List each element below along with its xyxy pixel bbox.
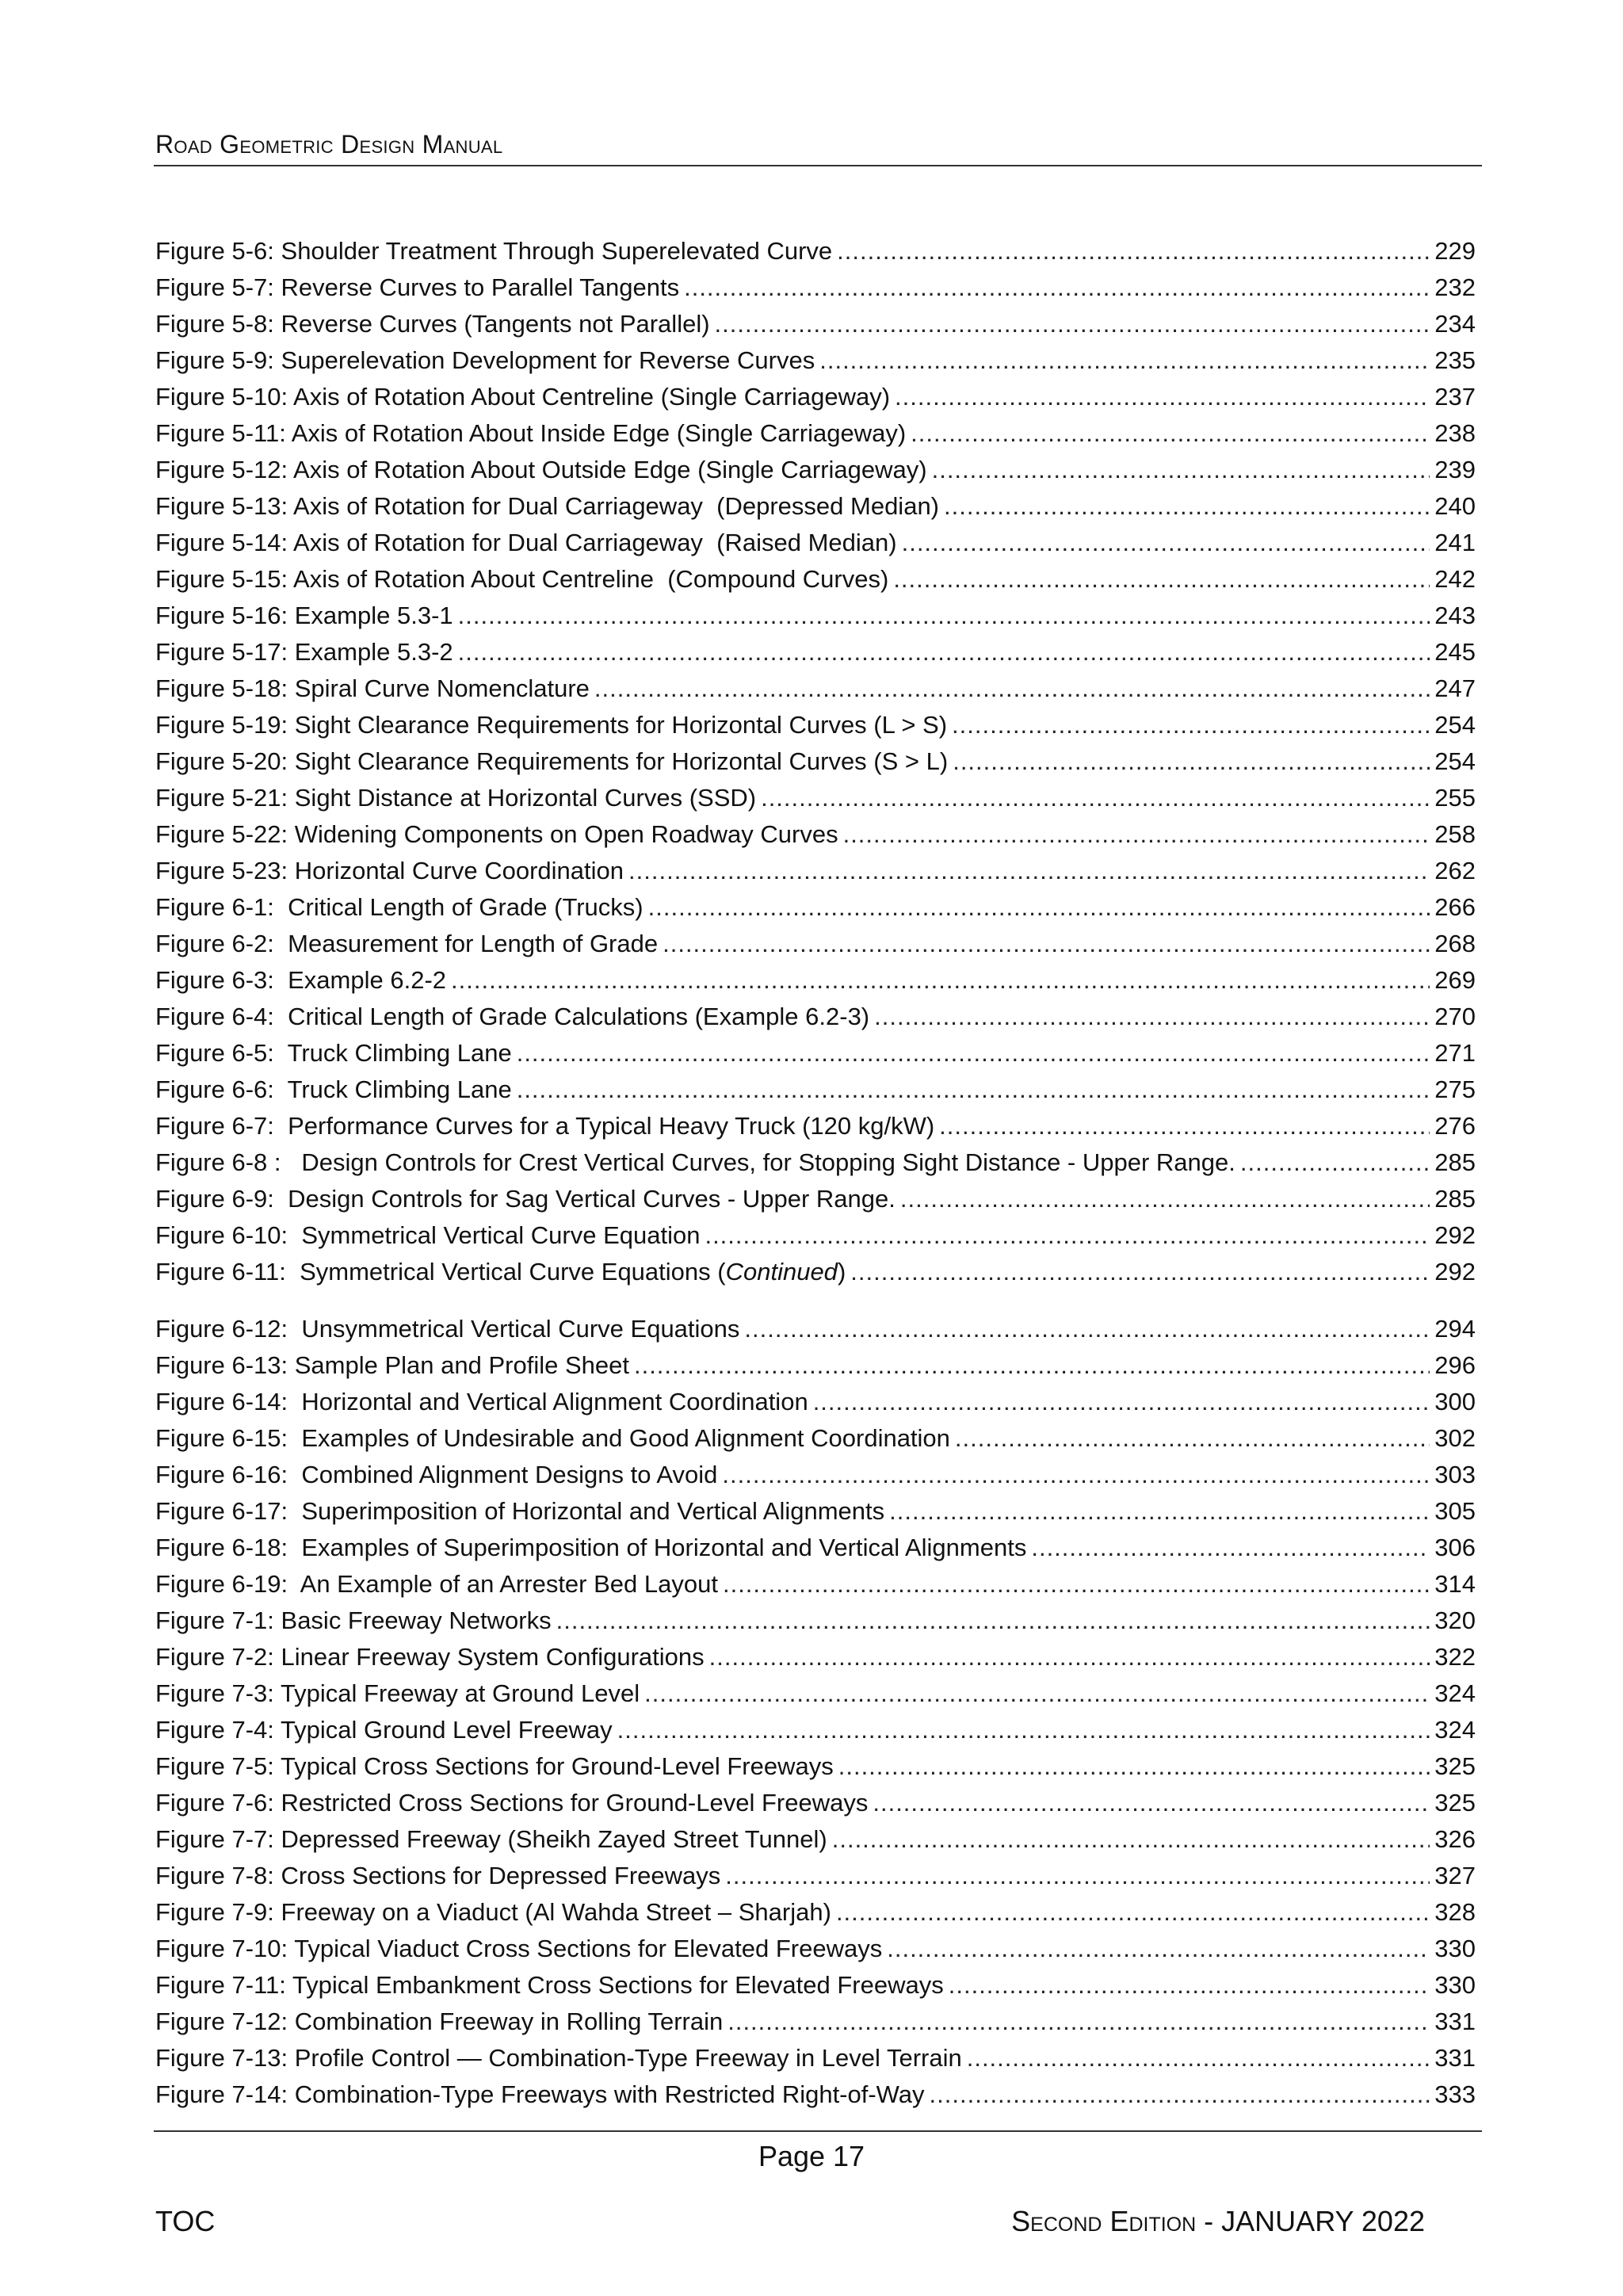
toc-entry-page: 325 — [1434, 1789, 1476, 1817]
manual-title: Road Geometric Design Manual — [155, 130, 503, 159]
toc-entry-label: Figure 7-4: Typical Ground Level Freeway — [155, 1716, 613, 1744]
toc-entry-page: 296 — [1434, 1351, 1476, 1379]
toc-entry-label: Figure 6-5: Truck Climbing Lane — [155, 1039, 512, 1067]
toc-entry[interactable] — [155, 853, 1476, 889]
toc-entry[interactable] — [155, 889, 1476, 926]
toc-entry-label-text: Figure 6-11: Symmetrical Vertical Curve Equations ( — [155, 1258, 726, 1286]
toc-entry[interactable] — [155, 1072, 1476, 1108]
toc-entry-page: 271 — [1434, 1039, 1476, 1067]
toc-entry-label: Figure 7-3: Typical Freeway at Ground Level — [155, 1679, 640, 1707]
toc-dot-leader — [723, 1566, 1430, 1603]
toc-entry[interactable] — [155, 816, 1476, 853]
toc-dot-leader — [617, 1712, 1430, 1748]
toc-dot-leader — [684, 269, 1430, 306]
toc-dot-leader — [458, 634, 1430, 670]
toc-entry[interactable] — [155, 415, 1476, 452]
toc-entry-label: Figure 6-7: Performance Curves for a Typical Heavy Truck (120 kg/kW) — [155, 1112, 935, 1140]
toc-dot-leader — [761, 780, 1430, 816]
toc-entry-page: 325 — [1434, 1752, 1476, 1780]
toc-entry-page: 254 — [1434, 747, 1476, 775]
toc-entry[interactable] — [155, 269, 1476, 306]
toc-dot-leader — [715, 306, 1430, 342]
toc-entry[interactable] — [155, 488, 1476, 525]
toc-dot-leader — [451, 962, 1430, 999]
toc-entry[interactable] — [155, 780, 1476, 816]
toc-dot-leader — [517, 1072, 1430, 1108]
toc-entry[interactable] — [155, 452, 1476, 488]
toc-entry-label: Figure 5-18: Spiral Curve Nomenclature — [155, 674, 590, 702]
toc-entry-label: Figure 7-8: Cross Sections for Depressed Freeways — [155, 1862, 721, 1889]
toc-entry[interactable] — [155, 1254, 1476, 1290]
toc-dot-leader — [949, 1967, 1430, 2004]
toc-dot-leader — [556, 1603, 1430, 1639]
toc-entry[interactable] — [155, 1384, 1476, 1420]
toc-dot-leader — [832, 1821, 1430, 1858]
toc-dot-leader — [838, 1748, 1430, 1785]
toc-entry-label: Figure 6-17: Superimposition of Horizontal and Vertical Alignments — [155, 1497, 885, 1525]
toc-entry-page: 285 — [1434, 1148, 1476, 1176]
toc-entry-label: Figure 6-18: Examples of Superimposition of Horizontal and Vertical Alignments — [155, 1534, 1027, 1561]
toc-dot-leader — [663, 926, 1430, 962]
toc-entry-label: Figure 5-9: Superelevation Development for Reverse Curves — [155, 346, 815, 374]
toc-entry-label: Figure 6-10: Symmetrical Vertical Curve Equation — [155, 1221, 701, 1249]
toc-dot-leader — [813, 1384, 1430, 1420]
toc-entry-page: 240 — [1434, 492, 1476, 520]
toc-dot-leader — [850, 1254, 1430, 1290]
page-header — [154, 127, 1482, 166]
toc-entry[interactable] — [155, 1748, 1476, 1785]
toc-entry-page: 237 — [1434, 383, 1476, 411]
toc-entry-page: 324 — [1434, 1716, 1476, 1744]
toc-entry-label: Figure 5-13: Axis of Rotation for Dual Carriageway (Depressed Median) — [155, 492, 940, 520]
toc-entry[interactable] — [155, 1858, 1476, 1894]
toc-entry-label: Figure 5-17: Example 5.3-2 — [155, 638, 453, 666]
toc-entry[interactable] — [155, 962, 1476, 999]
toc-entry-page: 331 — [1434, 2044, 1476, 2072]
toc-entry[interactable] — [155, 2076, 1476, 2113]
toc-dot-leader — [900, 1181, 1430, 1217]
toc-entry-page: 328 — [1434, 1898, 1476, 1926]
toc-dot-leader — [1031, 1530, 1430, 1566]
toc-dot-leader — [594, 670, 1430, 707]
toc-dot-leader — [634, 1347, 1430, 1384]
toc-entry-label: Figure 6-9: Design Controls for Sag Vertical Curves - Upper Range. — [155, 1185, 896, 1213]
toc-entry-page: 292 — [1434, 1258, 1476, 1286]
toc-entry[interactable] — [155, 707, 1476, 743]
toc-entry-page: 331 — [1434, 2008, 1476, 2035]
edition-date: JANUARY 2022 — [1221, 2205, 1425, 2237]
toc-entry-label: Figure 7-9: Freeway on a Viaduct (Al Wahda Street – Sharjah) — [155, 1898, 831, 1926]
toc-entry-page: 305 — [1434, 1497, 1476, 1525]
toc-entry-page: 322 — [1434, 1643, 1476, 1671]
toc-entry-label: Figure 5-15: Axis of Rotation About Centreline (Compound Curves) — [155, 565, 889, 593]
toc-entry-page: 247 — [1434, 674, 1476, 702]
toc-dot-leader — [517, 1035, 1430, 1072]
toc-dot-leader — [1240, 1144, 1430, 1181]
toc-entry-label: Figure 5-10: Axis of Rotation About Centreline (Single Carriageway) — [155, 383, 891, 411]
toc-entry-page: 330 — [1434, 1935, 1476, 1962]
toc-entry-page: 285 — [1434, 1185, 1476, 1213]
toc-dot-leader — [628, 853, 1430, 889]
toc-entry[interactable] — [155, 1894, 1476, 1931]
toc-entry-label-text: ) — [837, 1258, 846, 1286]
toc-entry[interactable] — [155, 1639, 1476, 1675]
toc-entry-page: 302 — [1434, 1424, 1476, 1452]
toc-entry-page: 242 — [1434, 565, 1476, 593]
toc-entry-label: Figure 7-10: Typical Viaduct Cross Sections for Elevated Freeways — [155, 1935, 883, 1962]
toc-dot-leader — [967, 2040, 1430, 2076]
toc-entry-label: Figure 5-14: Axis of Rotation for Dual Carriageway (Raised Median) — [155, 529, 897, 556]
toc-dot-leader — [843, 816, 1430, 853]
toc-entry-label: Figure 7-5: Typical Cross Sections for Ground-Level Freeways — [155, 1752, 834, 1780]
toc-dot-leader — [836, 1894, 1430, 1931]
toc-dot-leader — [930, 2076, 1430, 2113]
toc-entry-label: Figure 5-23: Horizontal Curve Coordination — [155, 857, 624, 884]
toc-entry[interactable] — [155, 1347, 1476, 1384]
toc-entry-label: Figure 5-12: Axis of Rotation About Outside Edge (Single Carriageway) — [155, 456, 927, 483]
toc-entry[interactable] — [155, 1675, 1476, 1712]
toc-entry[interactable] — [155, 1566, 1476, 1603]
toc-entry-label: Figure 5-6: Shoulder Treatment Through Superelevated Curve — [155, 237, 833, 265]
toc-entry[interactable] — [155, 1457, 1476, 1493]
toc-dot-leader — [709, 1639, 1430, 1675]
toc-entry-page: 314 — [1434, 1570, 1476, 1598]
toc-entry-page: 303 — [1434, 1461, 1476, 1488]
page-number: Page 17 — [758, 2140, 865, 2172]
toc-entry-label: Figure 5-22: Widening Components on Open Roadway Curves — [155, 820, 838, 848]
toc-entry-label: Figure 6-15: Examples of Undesirable and Good Alignment Coordination — [155, 1424, 950, 1452]
toc-entry-label: Figure 6-19: An Example of an Arrester Bed Layout — [155, 1570, 718, 1598]
toc-entry[interactable] — [155, 2040, 1476, 2076]
toc-entry[interactable] — [155, 926, 1476, 962]
toc-entry-page: 258 — [1434, 820, 1476, 848]
toc-entry[interactable] — [155, 1181, 1476, 1217]
toc-entry-label: Figure 5-19: Sight Clearance Requirements for Horizontal Curves (L > S) — [155, 711, 948, 739]
footer-edition — [1011, 2205, 1425, 2238]
toc-entry-page: 241 — [1434, 529, 1476, 556]
toc-entry-page: 262 — [1434, 857, 1476, 884]
toc-entry-label: Figure 6-16: Combined Alignment Designs to Avoid — [155, 1461, 718, 1488]
toc-entry-label: Figure 5-7: Reverse Curves to Parallel Tangents — [155, 273, 680, 301]
toc-entry-page: 234 — [1434, 310, 1476, 338]
toc-entry-label: Figure 6-1: Critical Length of Grade (Trucks) — [155, 893, 643, 921]
toc-entry-page: 243 — [1434, 602, 1476, 629]
toc-entry[interactable] — [155, 670, 1476, 707]
toc-entry[interactable] — [155, 1967, 1476, 2004]
toc-entry[interactable] — [155, 2004, 1476, 2040]
toc-entry[interactable] — [155, 342, 1476, 379]
toc-dot-leader — [939, 1108, 1430, 1144]
toc-dot-leader — [744, 1311, 1430, 1347]
toc-entry[interactable] — [155, 999, 1476, 1035]
toc-entry-page: 333 — [1434, 2080, 1476, 2108]
toc-entry[interactable] — [155, 1785, 1476, 1821]
toc-entry-label: Figure 6-6: Truck Climbing Lane — [155, 1075, 512, 1103]
toc-entry-label: Figure 6-4: Critical Length of Grade Calculations (Example 6.2-3) — [155, 1003, 870, 1030]
toc-dot-leader — [955, 1420, 1430, 1457]
toc-entry-label: Figure 7-11: Typical Embankment Cross Sections for Elevated Freeways — [155, 1971, 944, 1999]
toc-entry-page: 255 — [1434, 784, 1476, 812]
toc-entry-page: 326 — [1434, 1825, 1476, 1853]
toc-entry-label: Figure 5-16: Example 5.3-1 — [155, 602, 453, 629]
toc-entry-page: 330 — [1434, 1971, 1476, 1999]
toc-dot-leader — [648, 889, 1430, 926]
toc-dot-leader — [644, 1675, 1430, 1712]
toc-dot-leader — [873, 1785, 1430, 1821]
footer-section-label: TOC — [155, 2205, 216, 2237]
toc-dot-leader — [952, 707, 1430, 743]
toc-entry[interactable] — [155, 1108, 1476, 1144]
toc-entry[interactable] — [155, 306, 1476, 342]
toc-entry-page: 268 — [1434, 930, 1476, 957]
toc-entry-page: 254 — [1434, 711, 1476, 739]
toc-entry-label: Figure 6-8 : Design Controls for Crest Vertical Curves, for Stopping Sight Distance - Upper Range. — [155, 1148, 1235, 1176]
toc-entry-label: Figure 7-6: Restricted Cross Sections for Ground-Level Freeways — [155, 1789, 869, 1817]
toc-dot-leader — [837, 233, 1430, 269]
toc-entry-page: 327 — [1434, 1862, 1476, 1889]
toc-entry-page: 276 — [1434, 1112, 1476, 1140]
table-of-figures — [155, 233, 1476, 2113]
toc-entry[interactable] — [155, 1493, 1476, 1530]
toc-entry-label: Figure 5-21: Sight Distance at Horizontal Curves (SSD) — [155, 784, 757, 812]
toc-entry[interactable] — [155, 1311, 1476, 1347]
toc-entry-label: Figure 6-12: Unsymmetrical Vertical Curve Equations — [155, 1315, 740, 1343]
toc-entry-page: 232 — [1434, 273, 1476, 301]
toc-dot-leader — [944, 488, 1430, 525]
toc-entry[interactable] — [155, 1603, 1476, 1639]
toc-entry-label — [155, 1254, 846, 1290]
toc-entry[interactable] — [155, 379, 1476, 415]
toc-entry-page: 294 — [1434, 1315, 1476, 1343]
toc-entry-label: Figure 5-20: Sight Clearance Requirements for Horizontal Curves (S > L) — [155, 747, 949, 775]
toc-entry[interactable] — [155, 233, 1476, 269]
toc-entry-label: Figure 6-3: Example 6.2-2 — [155, 966, 447, 994]
toc-entry-label: Figure 6-14: Horizontal and Vertical Alignment Coordination — [155, 1388, 808, 1415]
toc-entry[interactable] — [155, 1217, 1476, 1254]
toc-dot-leader — [893, 561, 1430, 598]
toc-entry-page: 320 — [1434, 1606, 1476, 1634]
toc-entry[interactable] — [155, 1821, 1476, 1858]
edition-separator: - — [1196, 2205, 1222, 2237]
toc-dot-leader — [889, 1493, 1430, 1530]
toc-entry-label-italic: Continued — [725, 1258, 838, 1286]
toc-dot-leader — [725, 1858, 1430, 1894]
toc-entry-page: 266 — [1434, 893, 1476, 921]
toc-entry-page: 269 — [1434, 966, 1476, 994]
toc-entry[interactable] — [155, 525, 1476, 561]
toc-dot-leader — [819, 342, 1430, 379]
toc-entry-page: 292 — [1434, 1221, 1476, 1249]
toc-dot-leader — [874, 999, 1430, 1035]
toc-entry[interactable] — [155, 634, 1476, 670]
toc-entry-label: Figure 5-11: Axis of Rotation About Inside Edge (Single Carriageway) — [155, 419, 907, 447]
edition-label: Second Edition — [1011, 2205, 1197, 2237]
toc-dot-leader — [932, 452, 1430, 488]
toc-entry-page: 229 — [1434, 237, 1476, 265]
toc-entry-label: Figure 7-7: Depressed Freeway (Sheikh Zayed Street Tunnel) — [155, 1825, 827, 1853]
toc-entry[interactable] — [155, 1035, 1476, 1072]
toc-dot-leader — [911, 415, 1430, 452]
toc-dot-leader — [902, 525, 1430, 561]
toc-dot-leader — [705, 1217, 1430, 1254]
toc-entry[interactable] — [155, 598, 1476, 634]
footer-divider — [154, 2130, 1482, 2132]
toc-entry-page: 270 — [1434, 1003, 1476, 1030]
toc-entry-page: 306 — [1434, 1534, 1476, 1561]
toc-entry[interactable] — [155, 1144, 1476, 1181]
toc-entry-label: Figure 7-14: Combination-Type Freeways with Restricted Right-of-Way — [155, 2080, 925, 2108]
toc-entry[interactable] — [155, 1712, 1476, 1748]
toc-entry[interactable] — [155, 561, 1476, 598]
toc-dot-leader — [887, 1931, 1430, 1967]
toc-entry-label: Figure 6-13: Sample Plan and Profile Sheet — [155, 1351, 629, 1379]
toc-entry-label: Figure 6-2: Measurement for Length of Grade — [155, 930, 659, 957]
toc-entry-page: 275 — [1434, 1075, 1476, 1103]
toc-entry-page: 324 — [1434, 1679, 1476, 1707]
toc-entry[interactable] — [155, 1931, 1476, 1967]
toc-entry-label: Figure 7-2: Linear Freeway System Configurations — [155, 1643, 705, 1671]
toc-dot-leader — [727, 2004, 1430, 2040]
toc-dot-leader — [953, 743, 1430, 780]
toc-entry-page: 245 — [1434, 638, 1476, 666]
toc-entry-page: 300 — [1434, 1388, 1476, 1415]
toc-dot-leader — [458, 598, 1430, 634]
toc-entry-label: Figure 7-13: Profile Control — Combination-Type Freeway in Level Terrain — [155, 2044, 962, 2072]
toc-entry-label: Figure 7-1: Basic Freeway Networks — [155, 1606, 552, 1634]
toc-dot-leader — [722, 1457, 1430, 1493]
toc-entry-page: 235 — [1434, 346, 1476, 374]
toc-dot-leader — [895, 379, 1430, 415]
toc-entry[interactable] — [155, 1530, 1476, 1566]
toc-entry-page: 239 — [1434, 456, 1476, 483]
toc-entry-label: Figure 7-12: Combination Freeway in Rolling Terrain — [155, 2008, 724, 2035]
toc-entry[interactable] — [155, 1420, 1476, 1457]
toc-entry-label: Figure 5-8: Reverse Curves (Tangents not Parallel) — [155, 310, 710, 338]
toc-entry[interactable] — [155, 743, 1476, 780]
toc-entry-page: 238 — [1434, 419, 1476, 447]
